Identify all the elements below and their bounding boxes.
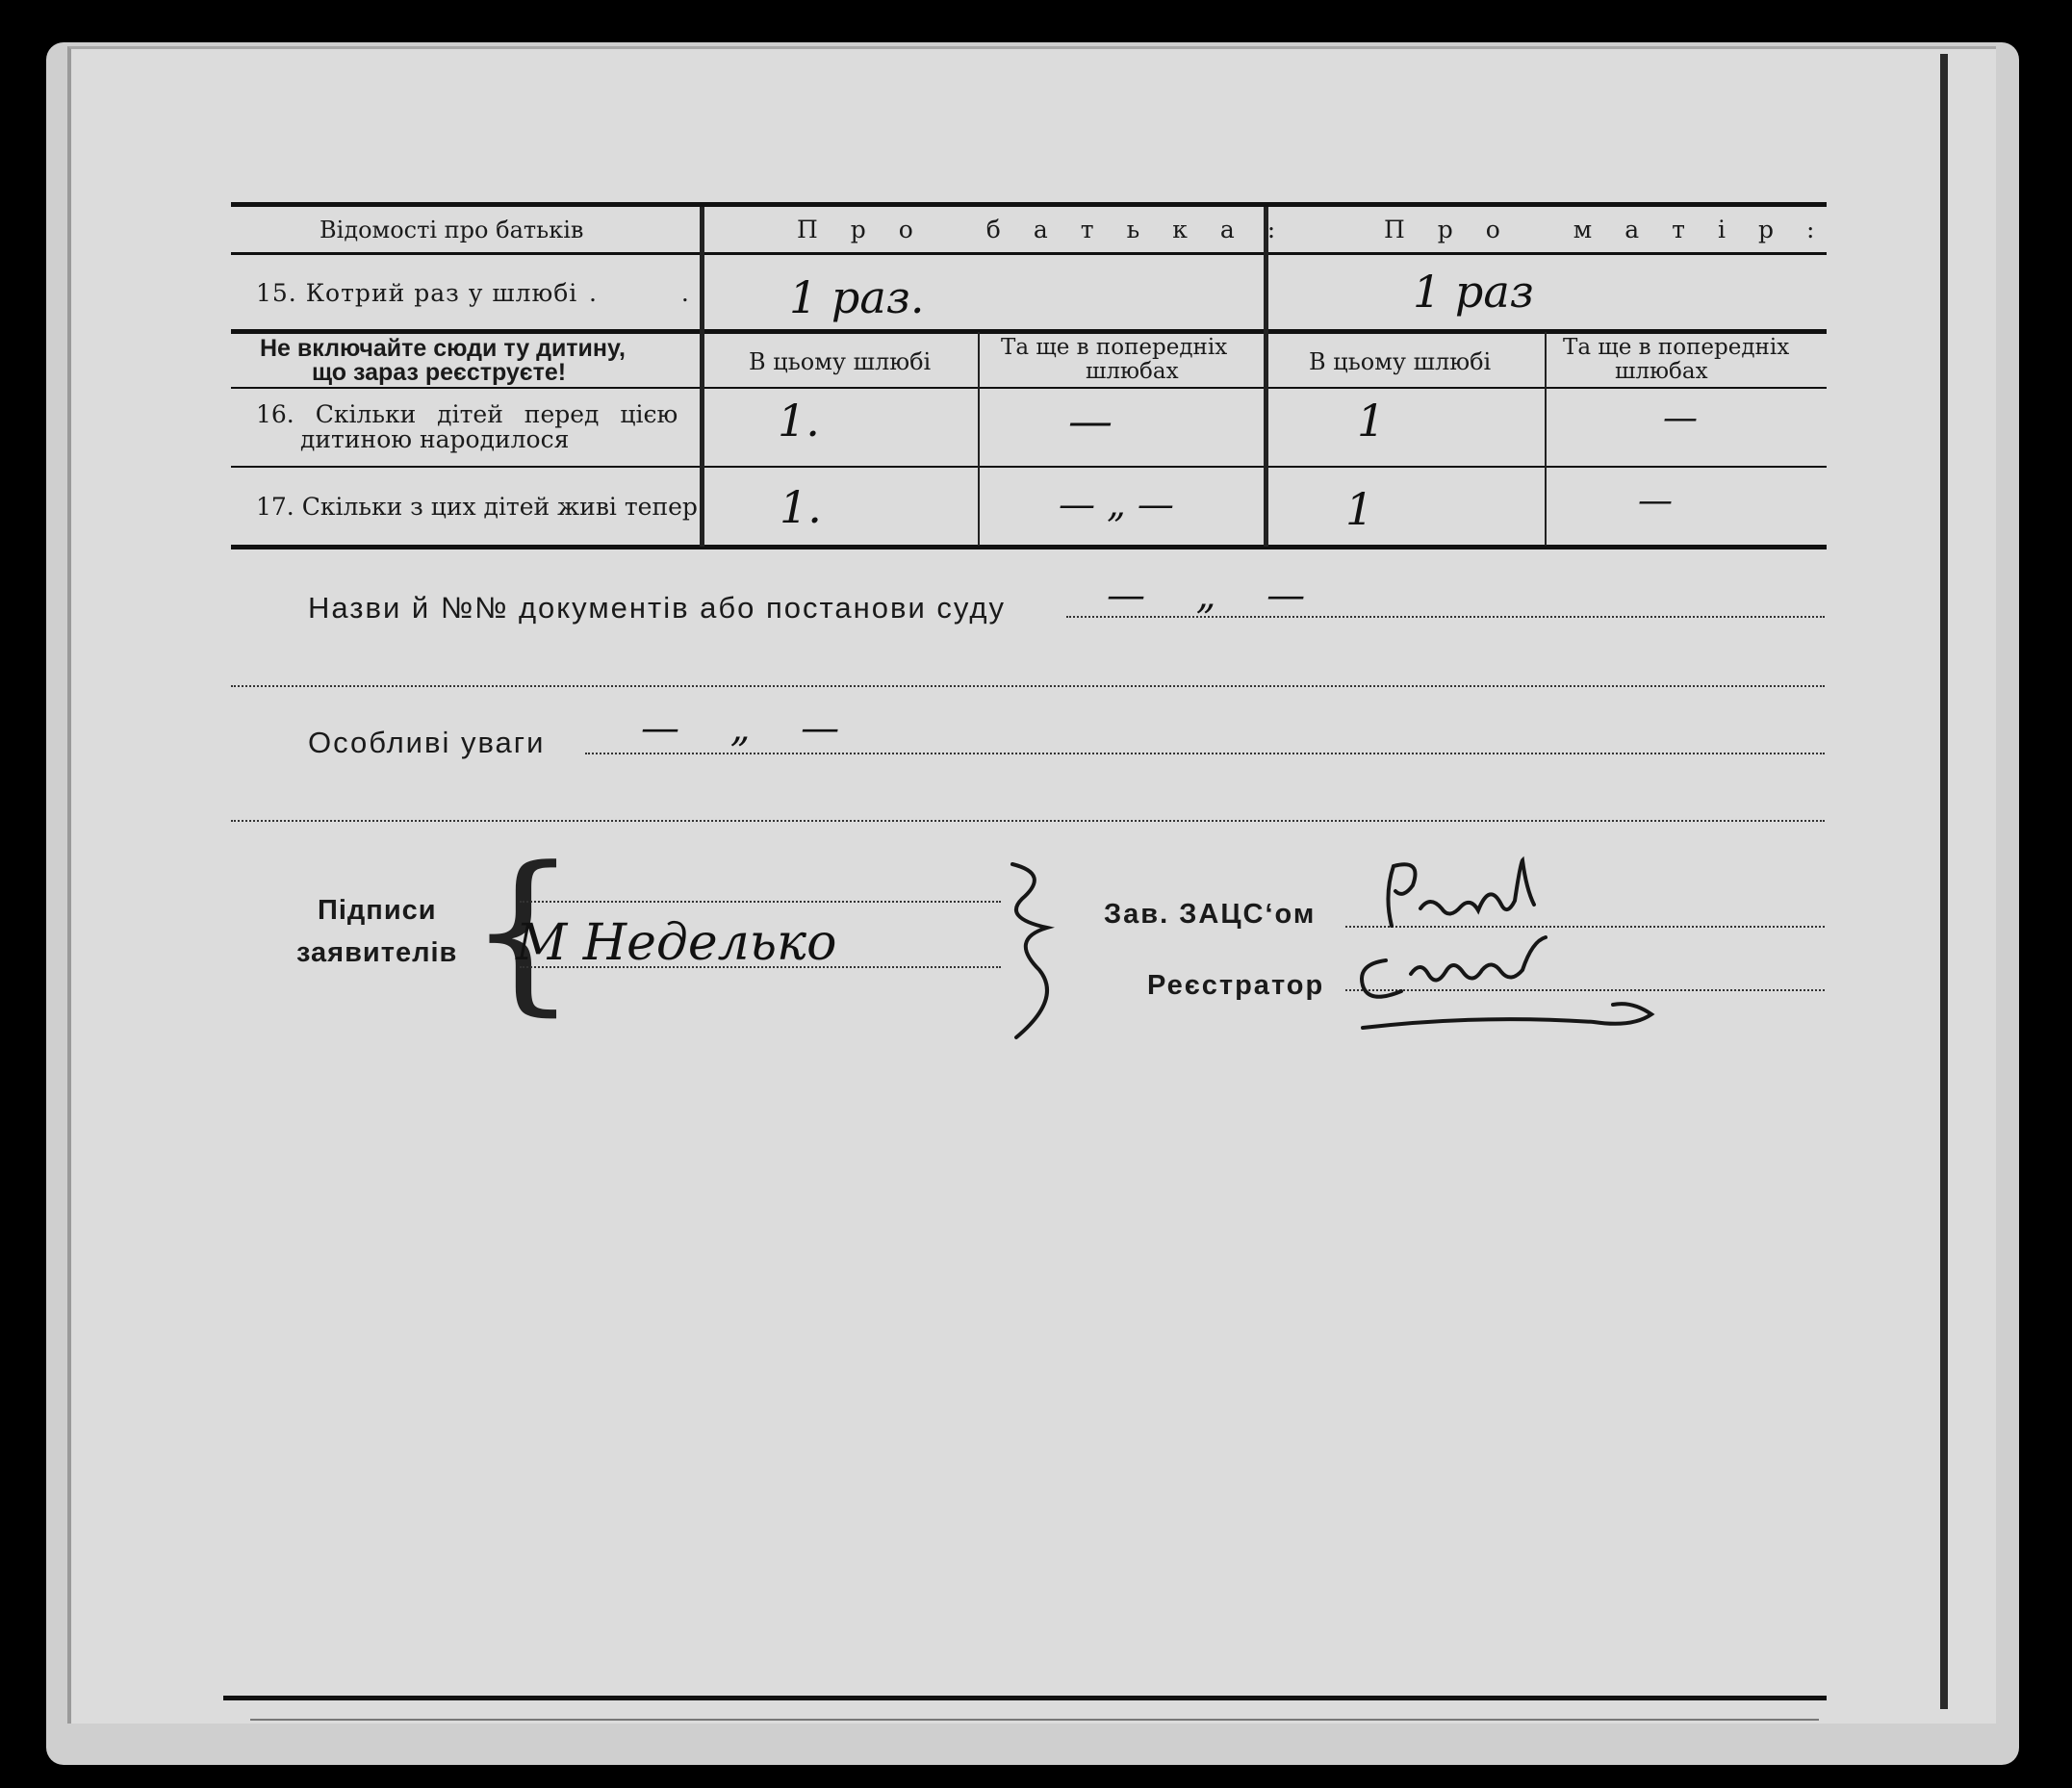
bottom-rule-faint xyxy=(250,1719,1819,1721)
row15-label: 15. Котрий раз у шлюбі xyxy=(256,279,578,307)
applicant-signature: М Неделько xyxy=(516,914,837,972)
row15-mother-value: 1 раз xyxy=(1413,266,1534,318)
documents-value: — „ — xyxy=(1107,574,1325,618)
row16-label-line2: дитиною народилося xyxy=(300,425,570,453)
registrar-label: Реєстратор xyxy=(1147,970,1325,1001)
row17-father-this: 1. xyxy=(780,481,822,533)
applicants-label-2: заявителів xyxy=(296,937,458,968)
note-line1: Не включайте сюди ту дитину, xyxy=(260,335,626,362)
head-signature-scribble xyxy=(1388,860,1534,926)
row16-label-line1: 16. Скільки дітей перед цією xyxy=(256,400,678,428)
mother-this-marriage-header: В цьому шлюбі xyxy=(1309,348,1492,375)
applicant-brace-right xyxy=(1012,864,1047,1037)
father-previous-header-1: Та ще в попередніх xyxy=(1001,335,1228,360)
bottom-rule xyxy=(223,1696,1827,1700)
row16-father-this: 1. xyxy=(778,395,820,447)
row15-father-value: 1 раз. xyxy=(789,271,925,323)
header-mother: Про матір: xyxy=(1384,216,1848,243)
father-this-marriage-header: В цьому шлюбі xyxy=(749,348,932,375)
registrar-signature-scribble xyxy=(1362,937,1651,1028)
mother-previous-header-1: Та ще в попередніх xyxy=(1563,335,1790,360)
father-previous-header-2: шлюбах xyxy=(1086,359,1179,384)
row17-mother-this: 1 xyxy=(1345,483,1374,535)
remarks-label: Особливі уваги xyxy=(308,726,546,759)
head-label: Зав. ЗАЦС‘ом xyxy=(1104,899,1317,930)
header-label: Відомості про батьків xyxy=(320,217,584,243)
applicants-label-1: Підписи xyxy=(318,895,437,926)
row16-mother-this: 1 xyxy=(1357,395,1386,447)
row17-mother-prev: — xyxy=(1638,481,1673,521)
row15-dots: . . xyxy=(589,279,728,307)
row17-father-prev: — „ — xyxy=(1059,483,1174,525)
row16-mother-prev: — xyxy=(1663,398,1698,438)
remarks-value: — „ — xyxy=(641,706,859,751)
mother-previous-header-2: шлюбах xyxy=(1615,359,1708,384)
row17-label: 17. Скільки з цих дітей живі тепер xyxy=(256,493,698,521)
documents-label: Назви й №№ документів або постанови суду xyxy=(308,591,1006,625)
row16-father-prev: — xyxy=(1068,395,1113,447)
applicants-brace: { xyxy=(468,830,578,1032)
note-line2: що зараз реєструєте! xyxy=(312,359,567,386)
header-father: Про батька: xyxy=(797,216,1309,243)
